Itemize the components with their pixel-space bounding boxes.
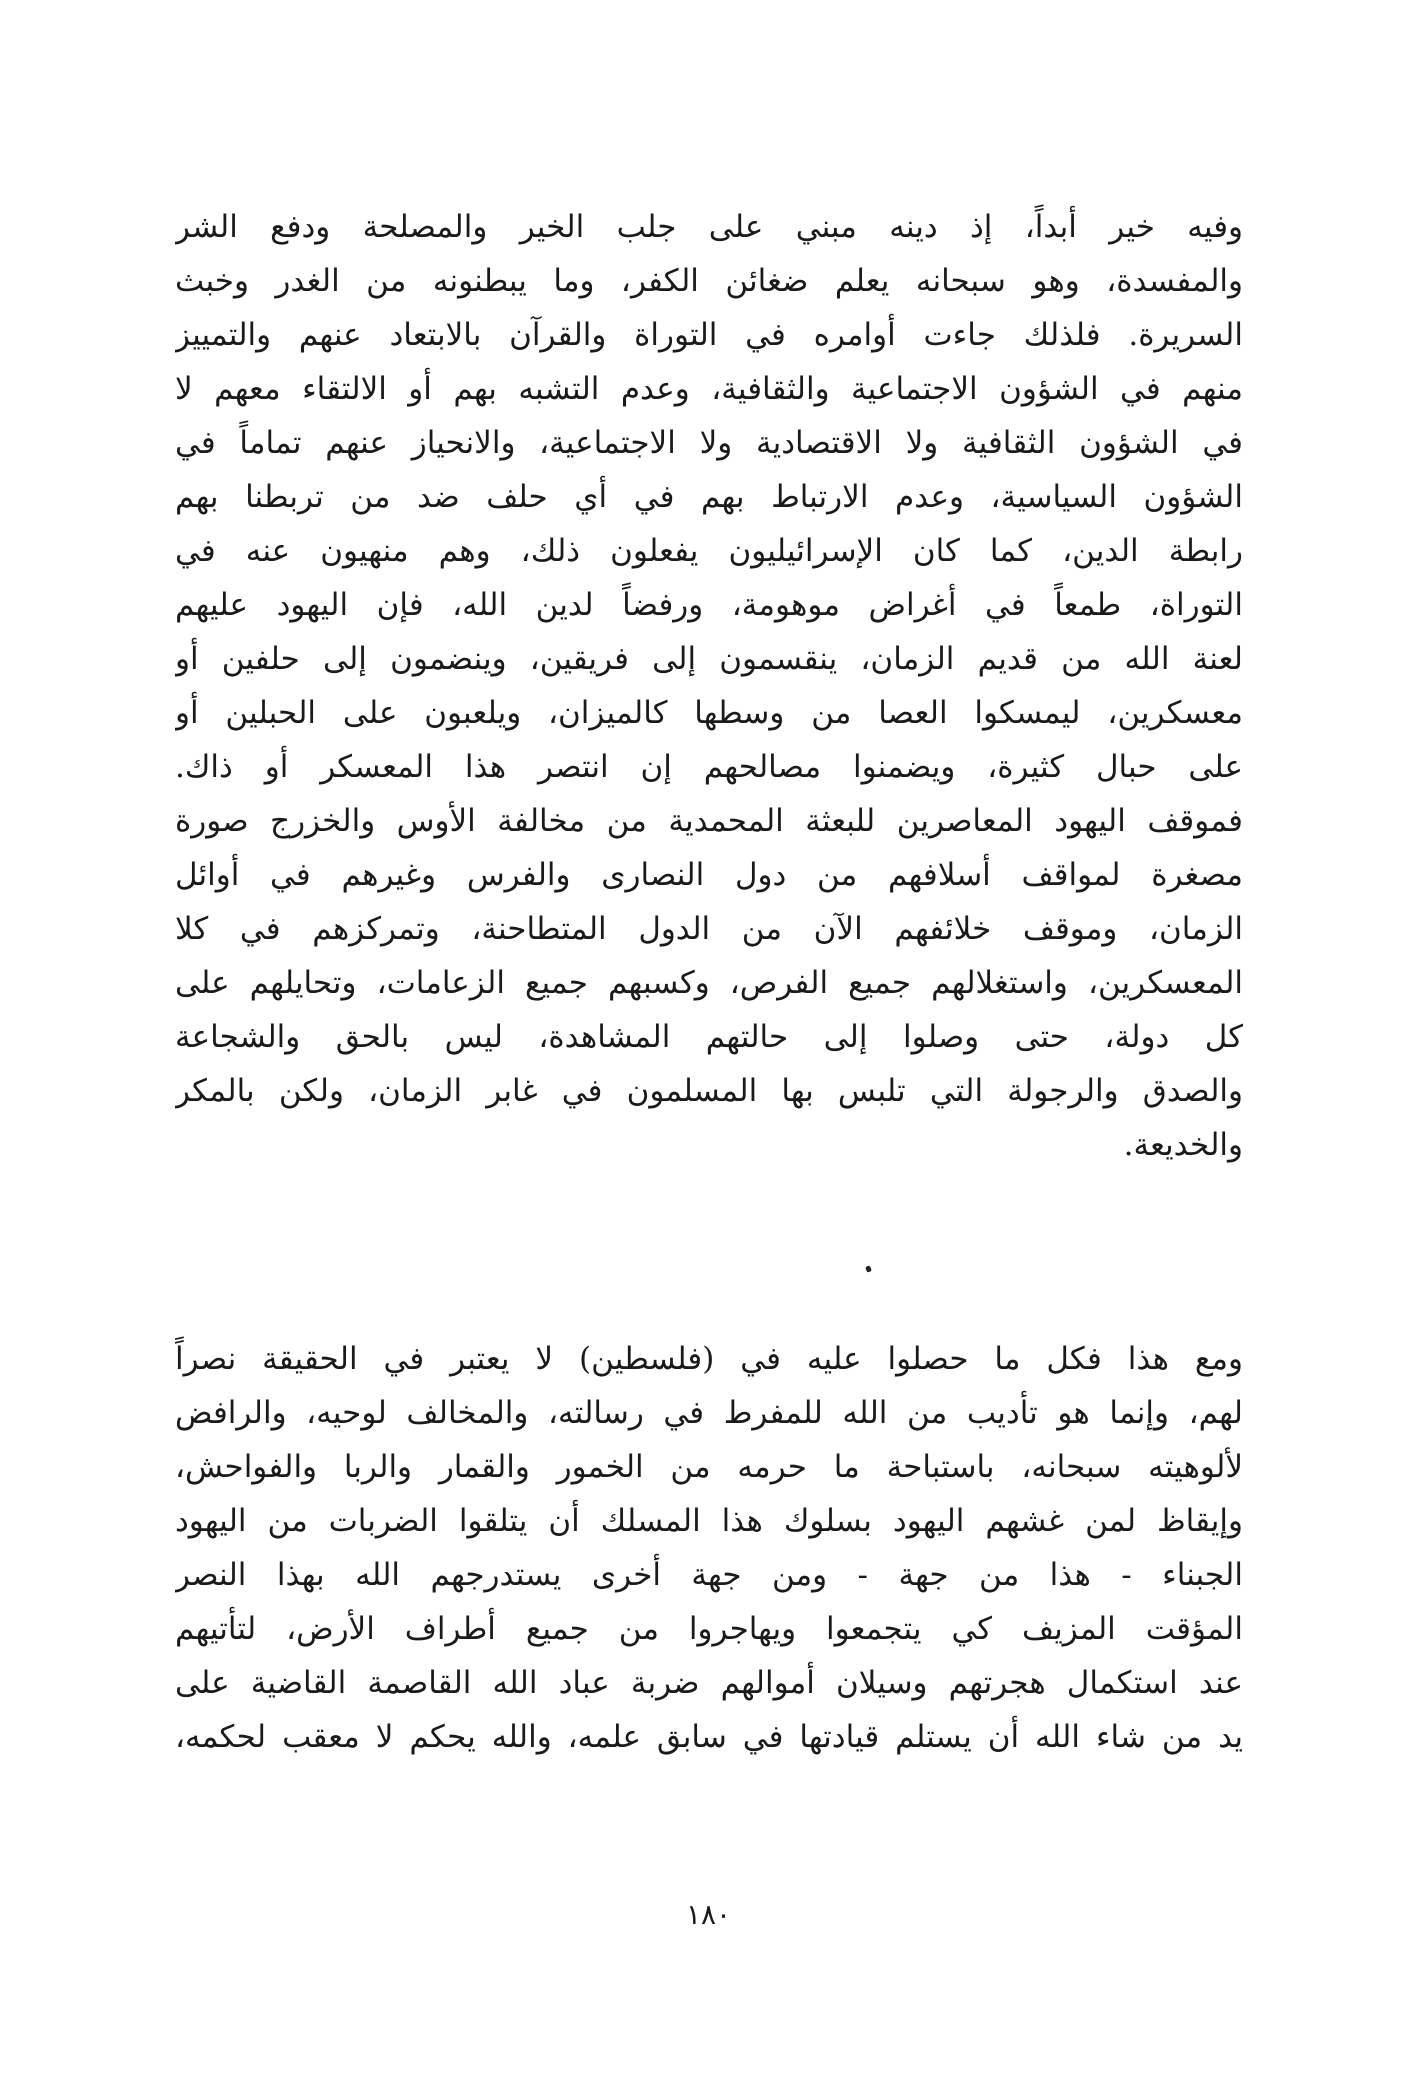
text-line: والمفسدة، وهو سبحانه يعلم ضغائن الكفر، وما يبطنونه من الغدر وخبث [175,263,1243,299]
text-line: منهم في الشؤون الاجتماعية والثقافية، وعدم التشبه بهم أو الالتقاء معهم لا [175,371,1243,407]
text-line: في الشؤون الثقافية ولا الاقتصادية ولا الاجتماعية، والانحياز عنهم تماماً في [175,425,1243,461]
page-number: ١٨٠ [685,1898,732,1931]
paragraph-2 [175,1332,1243,1764]
text-line: التوراة، طمعاً في أغراض موهومة، ورفضاً لدين الله، فإن اليهود عليهم [175,587,1243,623]
text-line: مصغرة لمواقف أسلافهم من دول النصارى والفرس وغيرهم في أوائل [175,857,1243,893]
text-line: عند استكمال هجرتهم وسيلان أموالهم ضربة عباد الله القاصمة القاضية على [175,1665,1243,1701]
text-line: لعنة الله من قديم الزمان، ينقسمون إلى فريقين، وينضمون إلى حلفين أو [175,641,1243,677]
text-line: يد من شاء الله أن يستلم قيادتها في سابق علمه، والله يحكم لا معقب لحكمه، [175,1719,1243,1755]
text-line: الجبناء - هذا من جهة - ومن جهة أخرى يستدرجهم الله بهذا النصر [175,1557,1243,1593]
text-line: رابطة الدين، كما كان الإسرائيليون يفعلون ذلك، وهم منهيون عنه في [175,533,1243,569]
text-line: وإيقاظ لمن غشهم اليهود بسلوك هذا المسلك أن يتلقوا الضربات من اليهود [175,1503,1243,1539]
text-line: معسكرين، ليمسكوا العصا من وسطها كالميزان، ويلعبون على الحبلين أو [175,695,1243,731]
text-line: فموقف اليهود المعاصرين للبعثة المحمدية من مخالفة الأوس والخزرج صورة [175,803,1243,839]
text-line: ومع هذا فكل ما حصلوا عليه في (فلسطين) لا يعتبر في الحقيقة نصراً [175,1341,1243,1377]
text-line: الزمان، وموقف خلائفهم الآن من الدول المتطاحنة، وتمركزهم في كلا [175,911,1243,947]
text-line: والخديعة. [1123,1127,1243,1163]
text-line: كل دولة، حتى وصلوا إلى حالتهم المشاهدة، ليس بالحق والشجاعة [175,1019,1243,1055]
text-line: وفيه خير أبداً، إذ دينه مبني على جلب الخير والمصلحة ودفع الشر [175,209,1243,245]
text-line: لهم، وإنما هو تأديب من الله للمفرط في رسالته، والمخالف لوحيه، والرافض [175,1395,1243,1431]
text-line: على حبال كثيرة، ويضمنوا مصالحهم إن انتصر هذا المعسكر أو ذاك. [175,749,1243,785]
paragraph-1 [175,200,1243,1172]
text-line: والصدق والرجولة التي تلبس بها المسلمون في غابر الزمان، ولكن بالمكر [175,1073,1243,1109]
ink-speck [865,1265,872,1272]
text-line: السريرة. فلذلك جاءت أوامره في التوراة والقرآن بالابتعاد عنهم والتمييز [175,317,1243,353]
text-line: المؤقت المزيف كي يتجمعوا ويهاجروا من جميع أطراف الأرض، لتأتيهم [175,1611,1243,1647]
text-line: لألوهيته سبحانه، باستباحة ما حرمه من الخمور والقمار والربا والفواحش، [175,1449,1243,1485]
text-line: الشؤون السياسية، وعدم الارتباط بهم في أي حلف ضد من تربطنا بهم [175,479,1243,515]
text-line: المعسكرين، واستغلالهم جميع الفرص، وكسبهم جميع الزعامات، وتحايلهم على [175,965,1243,1001]
